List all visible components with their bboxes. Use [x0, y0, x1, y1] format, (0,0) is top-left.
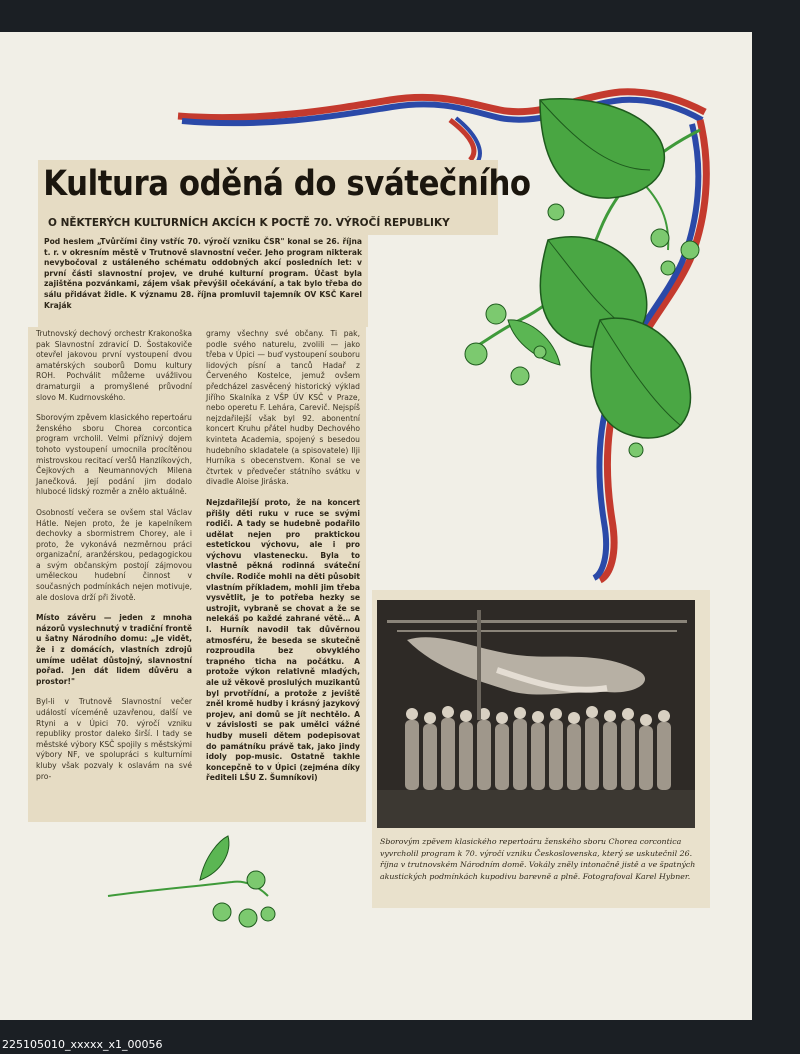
choir-photo	[377, 600, 695, 828]
bottom-leaf-sprig	[108, 836, 275, 927]
paragraph: Osobností večera se ovšem stal Václav Hátle. Nejen proto, že je kapelníkem dechovky a sbormistrem Chorey, ale i proto, že vykonává nezměrnou práci organizační, aranžérskou, pedagogickou a svým občanským postojí zájmovou uměleckou hudební činnost v současných podmínkách nejen motivuje, ale doslova drží při životě.	[36, 507, 192, 602]
paragraph: gramy všechny své občany. Ti pak, podle svého naturelu, zvolili — jako třeba v Úpici — buď vystoupení souboru lidových písní a tanců Hadař z Červeného Kostelce, jemuž ovšem předcházel zasvěcený historický výklad Jiřího Skalníka z VŠP ÚV KSČ v Praze, nebo operetu F. Lehára, Carevič. Nejspíš nejzdařilejší však byl 92. abonentní koncert Kruhu přátel hudby Dechového kvinteta Academia, spojený s besedou hudebního skladatele (a spisovatele) Ilji Hurníka s obecenstvem. Konal se ve čtvrtek v předvečer státního svátku v divadle Aloise Jiráska.	[206, 329, 360, 487]
headline-box	[38, 160, 531, 216]
photo-caption: Sborovým zpěvem klasického repertoáru ženského sboru Chorea corcontica vyvrcholil program k 70. výročí vzniku Československa, který se uskutečnil 26. října v trutnovském Národním domě. Vokály zněly intonačně jistě a ve špatných akustických podmínkách kupodivu barevně a plně. Fotografoval Karel Hybner.	[380, 837, 696, 881]
paragraph: Trutnovský dechový orchestr Krakonoška pak Slavnostní zdravicí D. Šostakoviče otevřel jakovou první vystoupení dvou amatérských souborů Domu kultury ROH. Pochválit můžeme uvážlivou dramaturgii a promyšlené průvodní slovo M. Kudrnovského.	[36, 329, 192, 402]
leaf-1	[540, 99, 664, 198]
article-column-1	[28, 327, 198, 822]
photo-clipping	[372, 590, 710, 908]
paragraph: Byl-li v Trutnově Slavnostní večer událostí víceméně uzavřenou, další ve Rtyni a v Úpici 70. výročí vzniku republiky prostor daleko širší. I tady se městské výbory KSČ spojily s městskými výbory NF, ve spolupráci s kulturními kluby však pozvaly k oslavám na své pro-	[36, 697, 192, 781]
choir-stage-image	[377, 600, 695, 828]
article-column-2	[198, 327, 366, 822]
lead-paragraph-box	[38, 235, 368, 327]
paragraph-bold: Místo závěru — jeden z mnoha názorů vyslechnutý v tradiční frontě u šatny Národního domu: „Je vidět, že i z domácích, vlastních zdrojů umíme udělat důstojný, slavnostní pořad. Jen dát lidem důvěru a prostor!"	[36, 613, 192, 686]
leaf-3	[591, 318, 690, 438]
article-subheadline: O NĚKTERÝCH KULTURNÍCH AKCÍCH K POCTĚ 70. VÝROČÍ REPUBLIKY	[48, 217, 450, 229]
lead-paragraph: Pod heslem „Tvůrčími činy vstříc 70. výročí vzniku ČSR" konal se 26. října t. r. v okresním městě v Trutnově slavnostní večer. Jeho program nikterak nevybočoval z ustáleného schématu oddobných akcí posledních let: v první části slavnostní projev, ve druhé kulturní program. Účast byla zajištěna pozvánkami, zájem však převýšil očekávání, a tak bylo třeba do sálu přidávat židle. K významu 28. října promluvil tajemník OV KSČ Karel Kraják	[44, 237, 362, 310]
subheadline-box	[38, 215, 498, 235]
paragraph: Sborovým zpěvem klasického repertoáru ženského sboru Chorea corcontica program vrcholil. Velmi příznivý dojem tohoto vystoupení umocnila procítěnou mistrovskou recitací veršů Hanzlíkových, Čejkových a Neumannových Milena Janečková. Její podání jim dodalo hlubocé lidský rozměr a znělo aktuálně.	[36, 413, 192, 497]
article-headline: Kultura oděná do svátečního	[43, 164, 531, 204]
paragraph-bold: Nejzdařilejší proto, že na koncert přišly děti ruku v ruce se svými rodiči. A tady se hudebně podařilo udělat nejen pro praktickou estetickou výchovu, ale i pro výchovu vlastenecku. Byla to vlastně pěkná rodinná sváteční chvíle. Rodiče mohli na děti působit vlastním příkladem, mohli jim třeba vysvětlit, je to potřeba hezky se ustrojit, vybraně se chovat a že se nelekáš po každé zahrané větě… A I. Hurník navodil tak důvěrnou atmosféru, že beseda se skutečně rozproudila bez obvyklého trapného ticha na počátku. A protože výkon relativně mladých, ale už věkově proslulých muzikantů byl prvotřídní, a protože z jeviště zněl kromě hudby i krásný jazykový projev, ani domů se jít nechtělo. A v závislosti se pak umělci vážné hudby museli dětem podepisovat do památníku právě tak, jako jindy idoly pop-music. Ostatně takhle koncepčně to v Úpici (zejména díky řediteli LŠU Z. Šumníkovi)	[206, 497, 360, 783]
image-id-label: 225105010_xxxxx_x1_00056	[2, 1038, 163, 1051]
